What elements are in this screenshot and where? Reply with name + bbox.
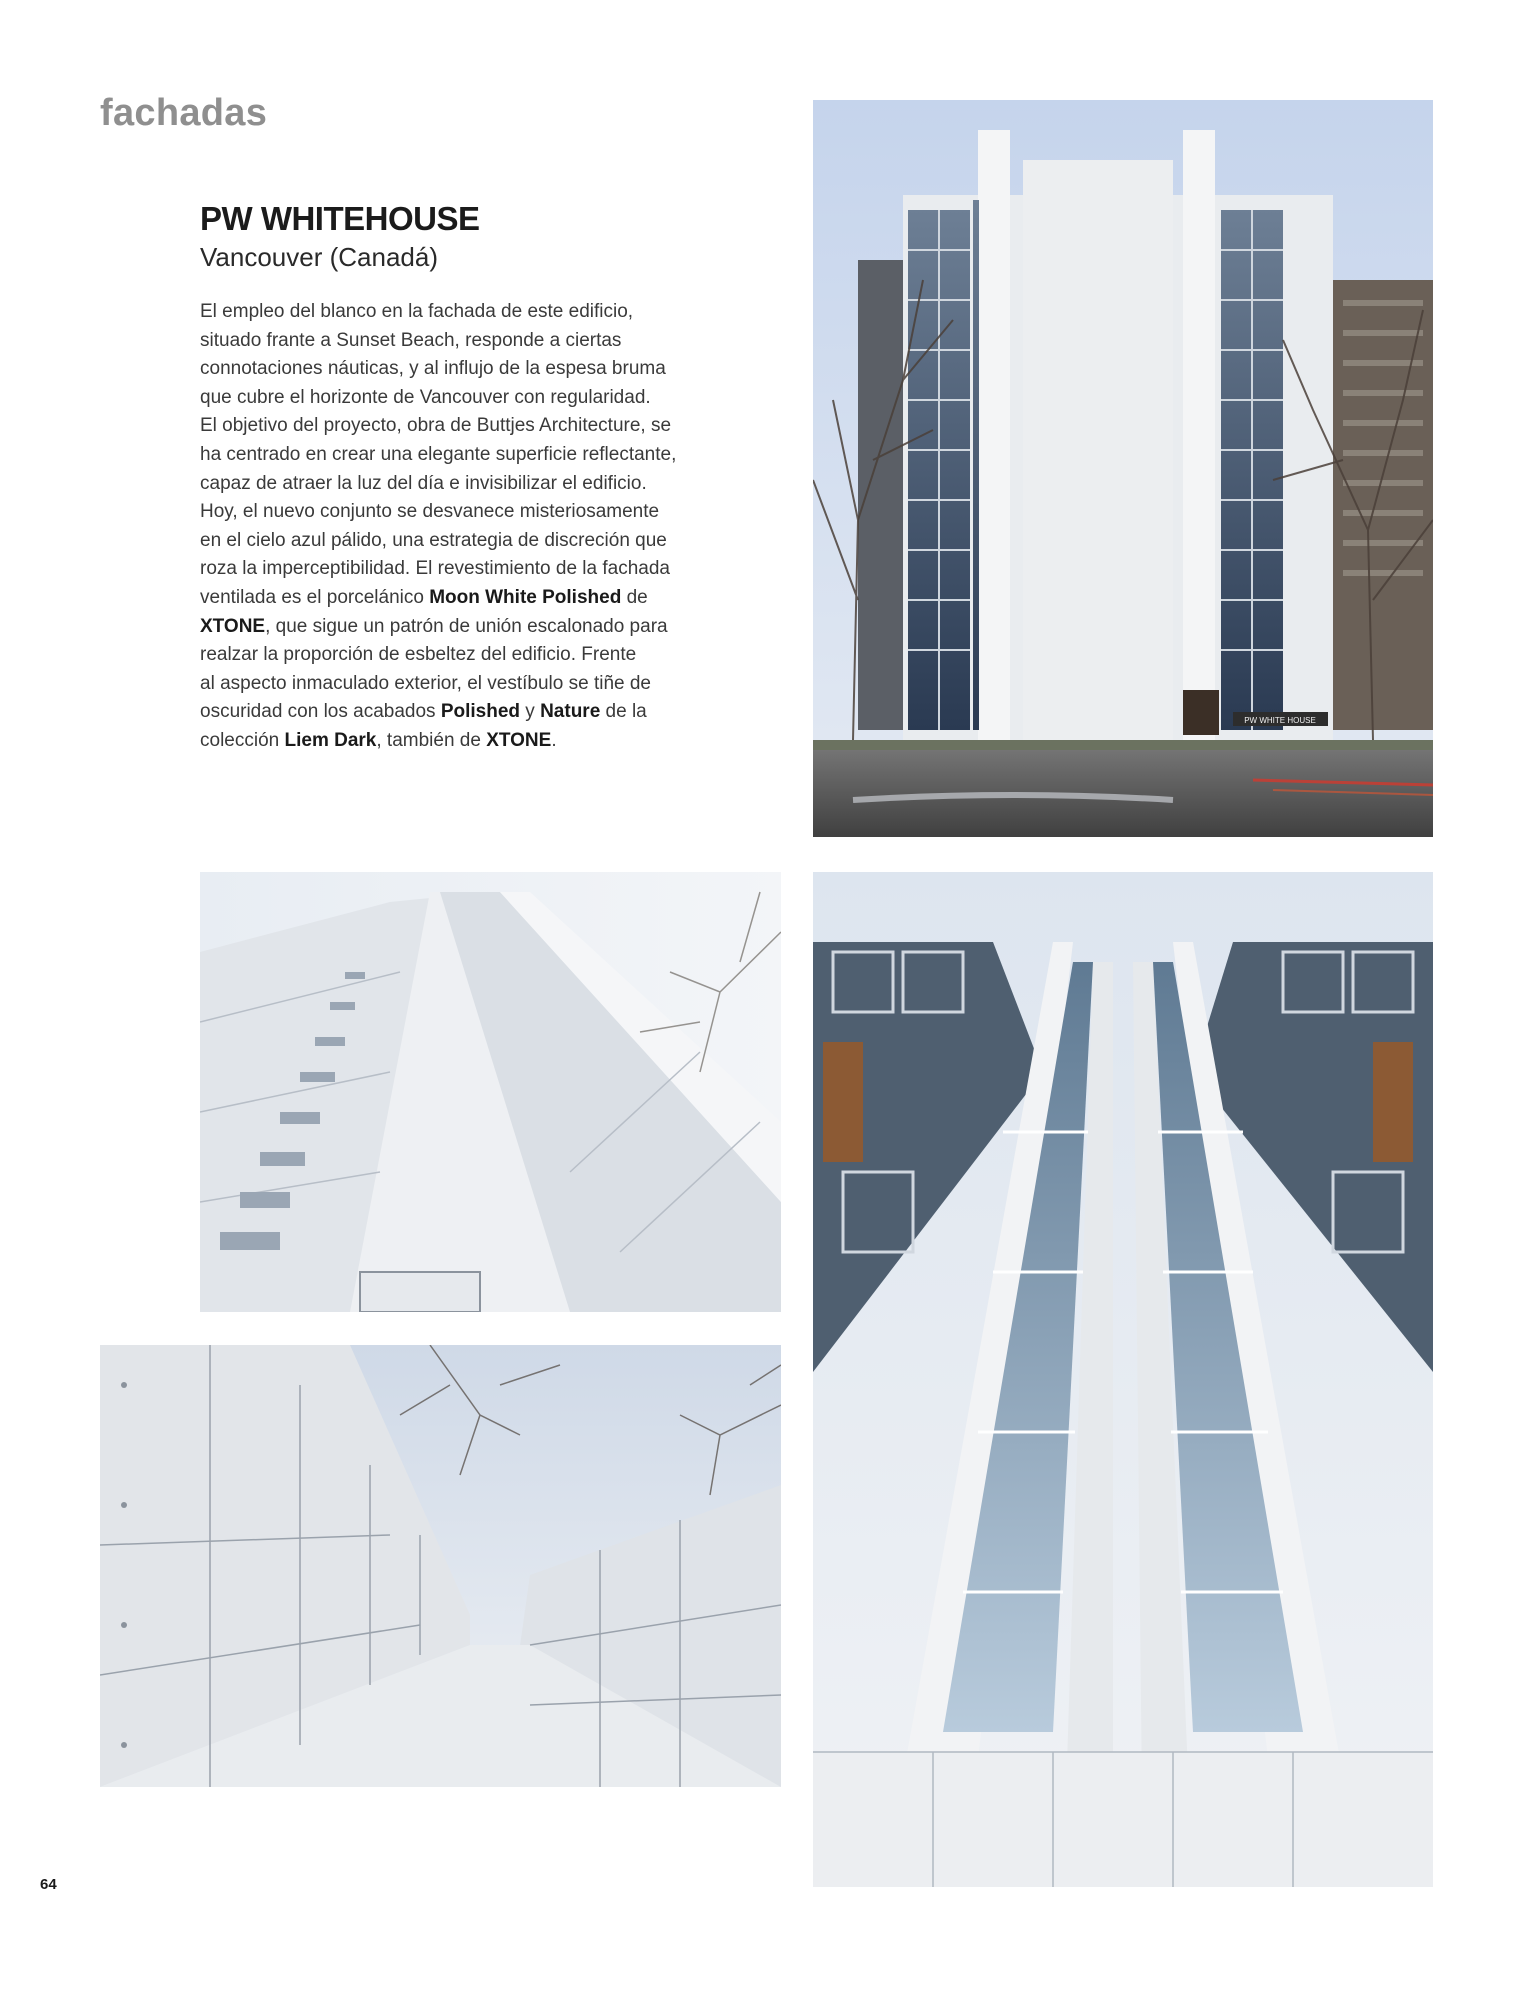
body-line [200, 613, 720, 642]
body-line [200, 641, 720, 670]
body-line [200, 527, 720, 556]
body-segment: Hoy, el nuevo conjunto se desvanece misteriosamente [200, 501, 660, 523]
body-line [200, 555, 720, 584]
body-segment: y [520, 701, 541, 723]
body-line [200, 470, 720, 499]
body-emphasis: Liem Dark [284, 729, 377, 751]
body-segment: al aspecto inmaculado exterior, el vestíbulo se tiñe de [200, 672, 651, 694]
body-segment: en el cielo azul pálido, una estrategia de discreción que [200, 529, 667, 551]
building-sign: PW WHITE HOUSE [1244, 716, 1316, 725]
body-line [200, 584, 720, 613]
body-line [200, 327, 720, 356]
body-segment: ha centrado en crear una elegante superficie reflectante, [200, 443, 677, 465]
body-line [200, 698, 720, 727]
body-segment: colección [200, 729, 285, 751]
body-segment: , también de [376, 729, 487, 751]
body-segment: El empleo del blanco en la fachada de este edificio, [200, 301, 634, 322]
body-segment: de [621, 586, 648, 608]
article-subtitle: Vancouver (Canadá) [200, 242, 438, 272]
body-emphasis: XTONE [200, 615, 266, 637]
body-line [200, 670, 720, 699]
body-line [200, 498, 720, 527]
facade-perspective-photo [100, 1345, 781, 1787]
body-emphasis: Nature [540, 701, 601, 723]
body-emphasis: Polished [440, 701, 521, 723]
body-segment: connotaciones náuticas, y al influjo de la espesa bruma [200, 358, 666, 380]
body-line [200, 355, 720, 384]
facade-upward-photo [813, 872, 1433, 1887]
body-segment: que cubre el horizonte de Vancouver con regularidad. [200, 386, 651, 408]
body-line [200, 727, 720, 756]
body-segment: de la [600, 701, 647, 723]
body-segment: roza la imperceptibilidad. El revestimiento de la fachada [200, 558, 670, 580]
body-line [200, 412, 720, 441]
body-segment: realzar la proporción de esbeltez del edificio. Frente [200, 644, 637, 666]
body-segment: . [551, 729, 557, 751]
building-facade-photo [813, 100, 1433, 837]
body-emphasis: Moon White Polished [429, 586, 622, 608]
body-line [200, 298, 720, 327]
body-segment: ventilada es el porcelánico [200, 586, 430, 608]
body-segment: oscuridad con los acabados [200, 701, 441, 723]
article-title: PW WHITEHOUSE [200, 200, 480, 237]
body-line [200, 441, 720, 470]
body-line [200, 384, 720, 413]
facade-detail-photo [200, 872, 781, 1312]
body-segment: situado frante a Sunset Beach, responde a ciertas [200, 329, 622, 351]
body-segment: , que sigue un patrón de unión escalonado para [265, 615, 668, 637]
body-segment: capaz de atraer la luz del día e invisibilizar el edificio. [200, 472, 647, 494]
article-body [200, 298, 720, 756]
section-label: fachadas [100, 92, 268, 134]
page-number: 64 [40, 1876, 57, 1893]
body-emphasis: XTONE [486, 729, 552, 751]
body-segment: El objetivo del proyecto, obra de Buttjes Architecture, se [200, 415, 672, 437]
